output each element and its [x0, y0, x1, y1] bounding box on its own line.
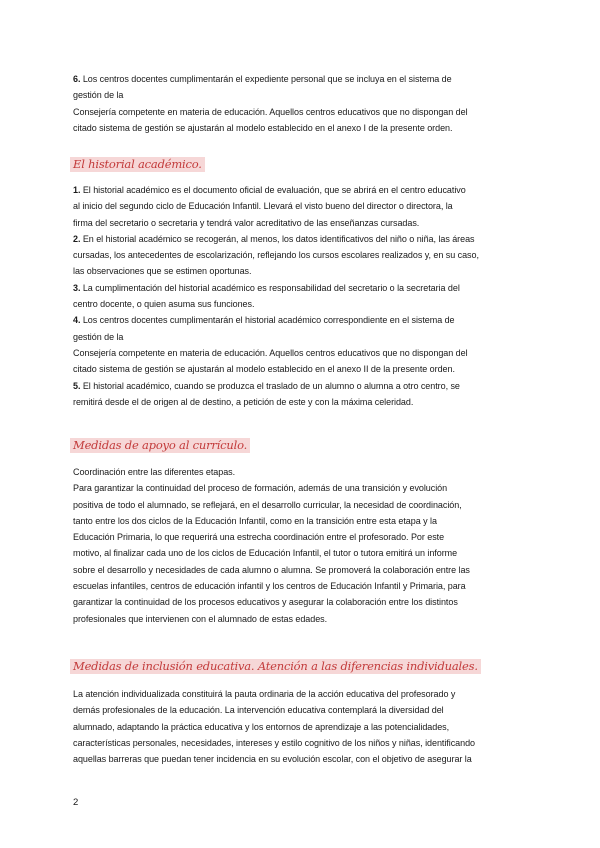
line-text: La atención individualizada constituirá la pauta ordinaria de la acción educativa del profesorado y — [73, 689, 456, 699]
line-text: gestión de la — [73, 331, 124, 342]
item-number: 1. — [73, 185, 81, 195]
line-text: El historial académico es el documento oficial de evaluación, que se abrirá en el centro educativo — [80, 185, 466, 195]
line-text: demás profesionales de la educación. La intervención educativa contemplará la diversidad del — [73, 705, 444, 716]
text-line — [73, 513, 531, 529]
line-text: firma del secretario o secretaria y tendrá valor acreditativo de las enseñanzas cursadas. — [73, 217, 420, 228]
line-text: sobre el desarrollo y necesidades de cada alumno o alumna. Se promoverá la colaboración entre las — [73, 564, 470, 575]
paragraph-expediente — [73, 71, 531, 136]
line-text: gestión de la — [73, 90, 124, 101]
page-number: 2 — [73, 797, 79, 808]
paragraph-atencion — [73, 686, 531, 767]
text-line — [73, 312, 531, 328]
item-number: 5. — [73, 380, 81, 391]
line-text: remitirá desde el de origen al de destino, a petición de este y con la máxima celeridad. — [73, 396, 414, 407]
line-text: escuelas infantiles, centros de educación infantil y los centros de Educación Infantil y Primaria, para — [73, 581, 466, 592]
line-text: positiva de todo el alumnado, se reflejará, en el desarrollo curricular, la necesidad de coordinación, — [73, 499, 462, 510]
text-line — [73, 280, 531, 296]
line-text: Los centros docentes cumplimentarán el expediente personal que se incluya en el sistema de — [80, 74, 452, 84]
text-line — [73, 611, 531, 627]
text-line — [73, 578, 531, 594]
line-text: Educación Primaria, lo que requerirá una estrecha coordinación entre el profesorado. Por este — [73, 532, 445, 543]
item-number: 2. — [73, 233, 81, 244]
line-text: Coordinación entre las diferentes etapas. — [73, 467, 236, 477]
text-line — [73, 215, 531, 231]
line-text: profesionales que intervienen con el alumnado de estas edades. — [73, 613, 328, 624]
line-text: Los centros docentes cumplimentarán el historial académico correspondiente en el sistema de — [80, 315, 455, 326]
text-line — [73, 120, 531, 136]
line-text: aquellas barreras que puedan tener incidencia en su evolución escolar, con el objetivo de asegurar la — [73, 754, 472, 765]
text-line — [73, 182, 531, 198]
line-text: Consejería competente en materia de educación. Aquellos centros educativos que no dispongan del — [73, 106, 468, 117]
text-line — [73, 198, 531, 214]
text-line — [73, 247, 531, 263]
heading-medidas-apoyo: Medidas de apoyo al currículo. — [70, 436, 250, 455]
item-number: 3. — [73, 282, 81, 293]
line-text: alumnado, adaptando la práctica educativa y los entornos de aprendizaje a las potencialidades, — [73, 721, 450, 732]
line-text: cursadas, los antecedentes de escolarización, reflejando los cursos escolares realizados y, en su caso, — [73, 250, 479, 261]
text-line — [73, 702, 531, 718]
text-line — [73, 378, 531, 394]
heading-historial-academico: El historial académico. — [70, 155, 205, 174]
line-text: las observaciones que se estimen oportunas. — [73, 266, 252, 277]
text-line — [73, 87, 531, 103]
heading-medidas-inclusion: Medidas de inclusión educativa. Atención a las diferencias individuales. — [70, 657, 481, 676]
line-text: citado sistema de gestión se ajustarán al modelo establecido en el anexo II de la presente orden. — [73, 364, 455, 375]
text-line — [73, 231, 531, 247]
text-line — [73, 464, 531, 480]
line-text: citado sistema de gestión se ajustarán al modelo establecido en el anexo I de la presente orden. — [73, 122, 453, 133]
line-text: La cumplimentación del historial académico es responsabilidad del secretario o la secretaria del — [80, 282, 460, 293]
item-number: 4. — [73, 315, 81, 326]
text-line — [73, 480, 531, 496]
text-line — [73, 562, 531, 578]
line-text: motivo, al finalizar cada uno de los ciclos de Educación Infantil, el tutor o tutora emitirá un informe — [73, 548, 458, 559]
paragraph-coordinacion — [73, 464, 531, 627]
text-line — [73, 735, 531, 751]
text-line — [73, 104, 531, 120]
line-text: Consejería competente en materia de educación. Aquellos centros educativos que no dispongan del — [73, 347, 468, 358]
item-number: 6. — [73, 74, 81, 84]
text-line — [73, 296, 531, 312]
line-text: Para garantizar la continuidad del proceso de formación, además de una transición y evolución — [73, 483, 448, 494]
text-line — [73, 361, 531, 377]
text-line — [73, 394, 531, 410]
line-text: características personales, necesidades, intereses y estilo cognitivo de los niños y niñas, identificando — [73, 737, 475, 748]
text-line — [73, 497, 531, 513]
text-line — [73, 594, 531, 610]
paragraph-historial — [73, 182, 531, 410]
text-line — [73, 686, 531, 702]
line-text: En el historial académico se recogerán, al menos, los datos identificativos del niño o niña, las áreas — [80, 233, 475, 244]
text-line — [73, 71, 531, 87]
line-text: El historial académico, cuando se produzca el traslado de un alumno o alumna a otro centro, se — [80, 380, 460, 391]
line-text: tanto entre los dos ciclos de la Educación Infantil, como en la transición entre esta etapa y la — [73, 515, 437, 526]
line-text: centro docente, o quien asuma sus funciones. — [73, 299, 255, 310]
text-line — [73, 545, 531, 561]
text-line — [73, 751, 531, 767]
text-line — [73, 263, 531, 279]
line-text: garantizar la continuidad de los procesos educativos y asegurar la colaboración entre los distintos — [73, 597, 458, 608]
text-line — [73, 529, 531, 545]
text-line — [73, 345, 531, 361]
text-line — [73, 329, 531, 345]
line-text: al inicio del segundo ciclo de Educación Infantil. Llevará el visto bueno del director o directora, la — [73, 201, 453, 212]
text-line — [73, 719, 531, 735]
